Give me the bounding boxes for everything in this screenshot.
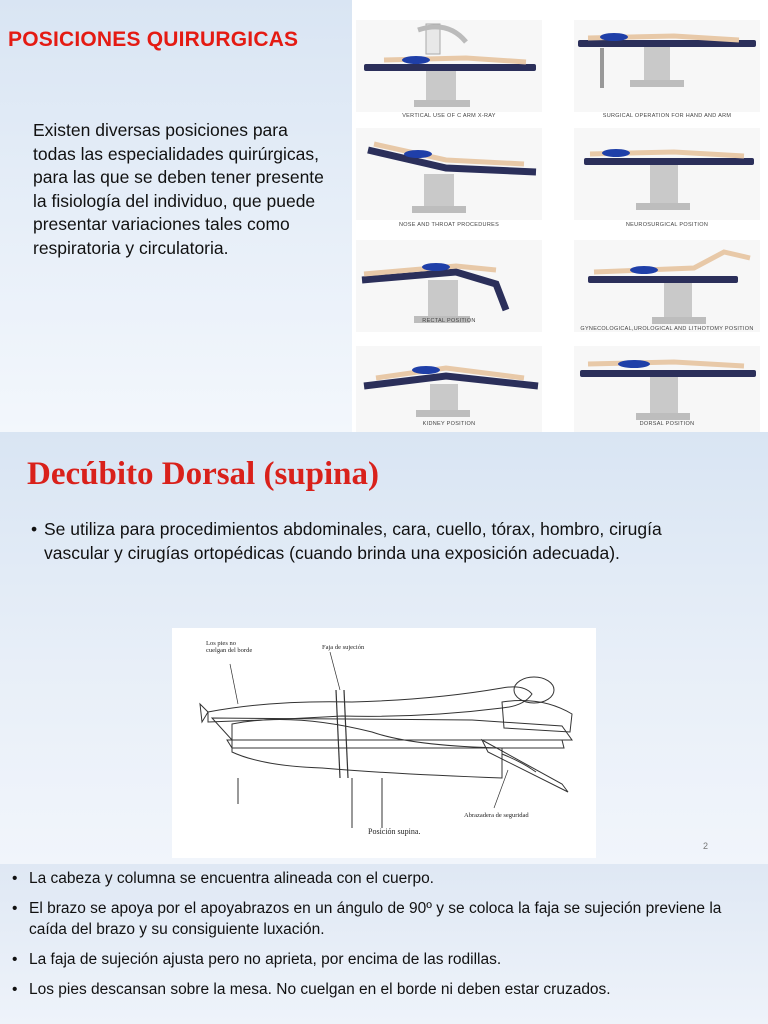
bullet-text: La faja de sujeción ajusta pero no aprieta, por encima de las rodillas. <box>29 951 502 968</box>
photo-hand-arm <box>574 20 760 112</box>
photo-c-arm-xray <box>356 20 542 112</box>
supine-position-diagram <box>172 628 596 858</box>
bullet-list <box>10 868 750 1009</box>
slide-supine-details <box>0 864 768 1024</box>
bullet-text: Se utiliza para procedimientos abdominales, cara, cuello, tórax, hombro, cirugía vascular y cirugías ortopédicas (cuando brinda una exposición adecuada). <box>44 519 662 563</box>
bullet-marker: • <box>31 519 38 539</box>
list-item <box>10 898 750 940</box>
bullet-marker: • <box>12 981 18 998</box>
label-strap: Faja de sujeción <box>322 644 365 651</box>
photo-lithotomy <box>574 240 760 332</box>
bullet-marker: • <box>12 870 18 887</box>
photo-caption: GYNECOLOGICAL,UROLOGICAL AND LITHOTOMY POSITION <box>580 326 754 332</box>
photo-caption: RECTAL POSITION <box>422 318 476 324</box>
label-feet: Los pies no cuelgan del borde <box>206 640 253 654</box>
slide-supine <box>0 432 768 864</box>
photo-caption: NOSE AND THROAT PROCEDURES <box>398 222 500 228</box>
photo-neurosurgical <box>574 128 760 220</box>
slide-body-text: Existen diversas posiciones para todas las especialidades quirúrgicas, para las que se deben tener presente la fisiología del individuo, que puede presentar variaciones tales como respiratoria y circulatoria. <box>33 120 324 258</box>
positions-photo-grid <box>352 0 768 432</box>
photo-caption: NEUROSURGICAL POSITION <box>625 222 709 228</box>
slide-positions <box>0 0 768 432</box>
bullet-marker: • <box>12 900 18 917</box>
label-armrest: Abrazadera de seguridad <box>464 812 529 819</box>
page-number: 2 <box>703 841 709 851</box>
bullet-text: La cabeza y columna se encuentra alineada con el cuerpo. <box>29 870 434 887</box>
diagram-caption: Posición supina. <box>368 827 421 836</box>
list-item <box>10 949 750 970</box>
bullet-item <box>31 518 684 565</box>
slide-title: POSICIONES QUIRURGICAS <box>8 28 299 51</box>
list-item <box>10 868 750 889</box>
photo-caption: KIDNEY POSITION <box>422 421 476 427</box>
list-item <box>10 979 750 1000</box>
supine-illustration <box>172 628 596 858</box>
slide-title: Decúbito Dorsal (supina) <box>27 456 380 492</box>
photo-caption: SURGICAL OPERATION FOR HAND AND ARM <box>602 113 732 119</box>
bullet-text: Los pies descansan sobre la mesa. No cuelgan en el borde ni deben estar cruzados. <box>29 981 611 998</box>
bullet-text: El brazo se apoya por el apoyabrazos en un ángulo de 90º y se coloca la faja se sujeción previene la caída del brazo y su consiguiente luxación. <box>29 900 722 938</box>
bullet-marker: • <box>12 951 18 968</box>
photo-nose-throat <box>356 128 542 220</box>
photo-caption: VERTICAL USE OF C ARM X-RAY <box>402 113 496 119</box>
photo-caption: DORSAL POSITION <box>639 421 695 427</box>
